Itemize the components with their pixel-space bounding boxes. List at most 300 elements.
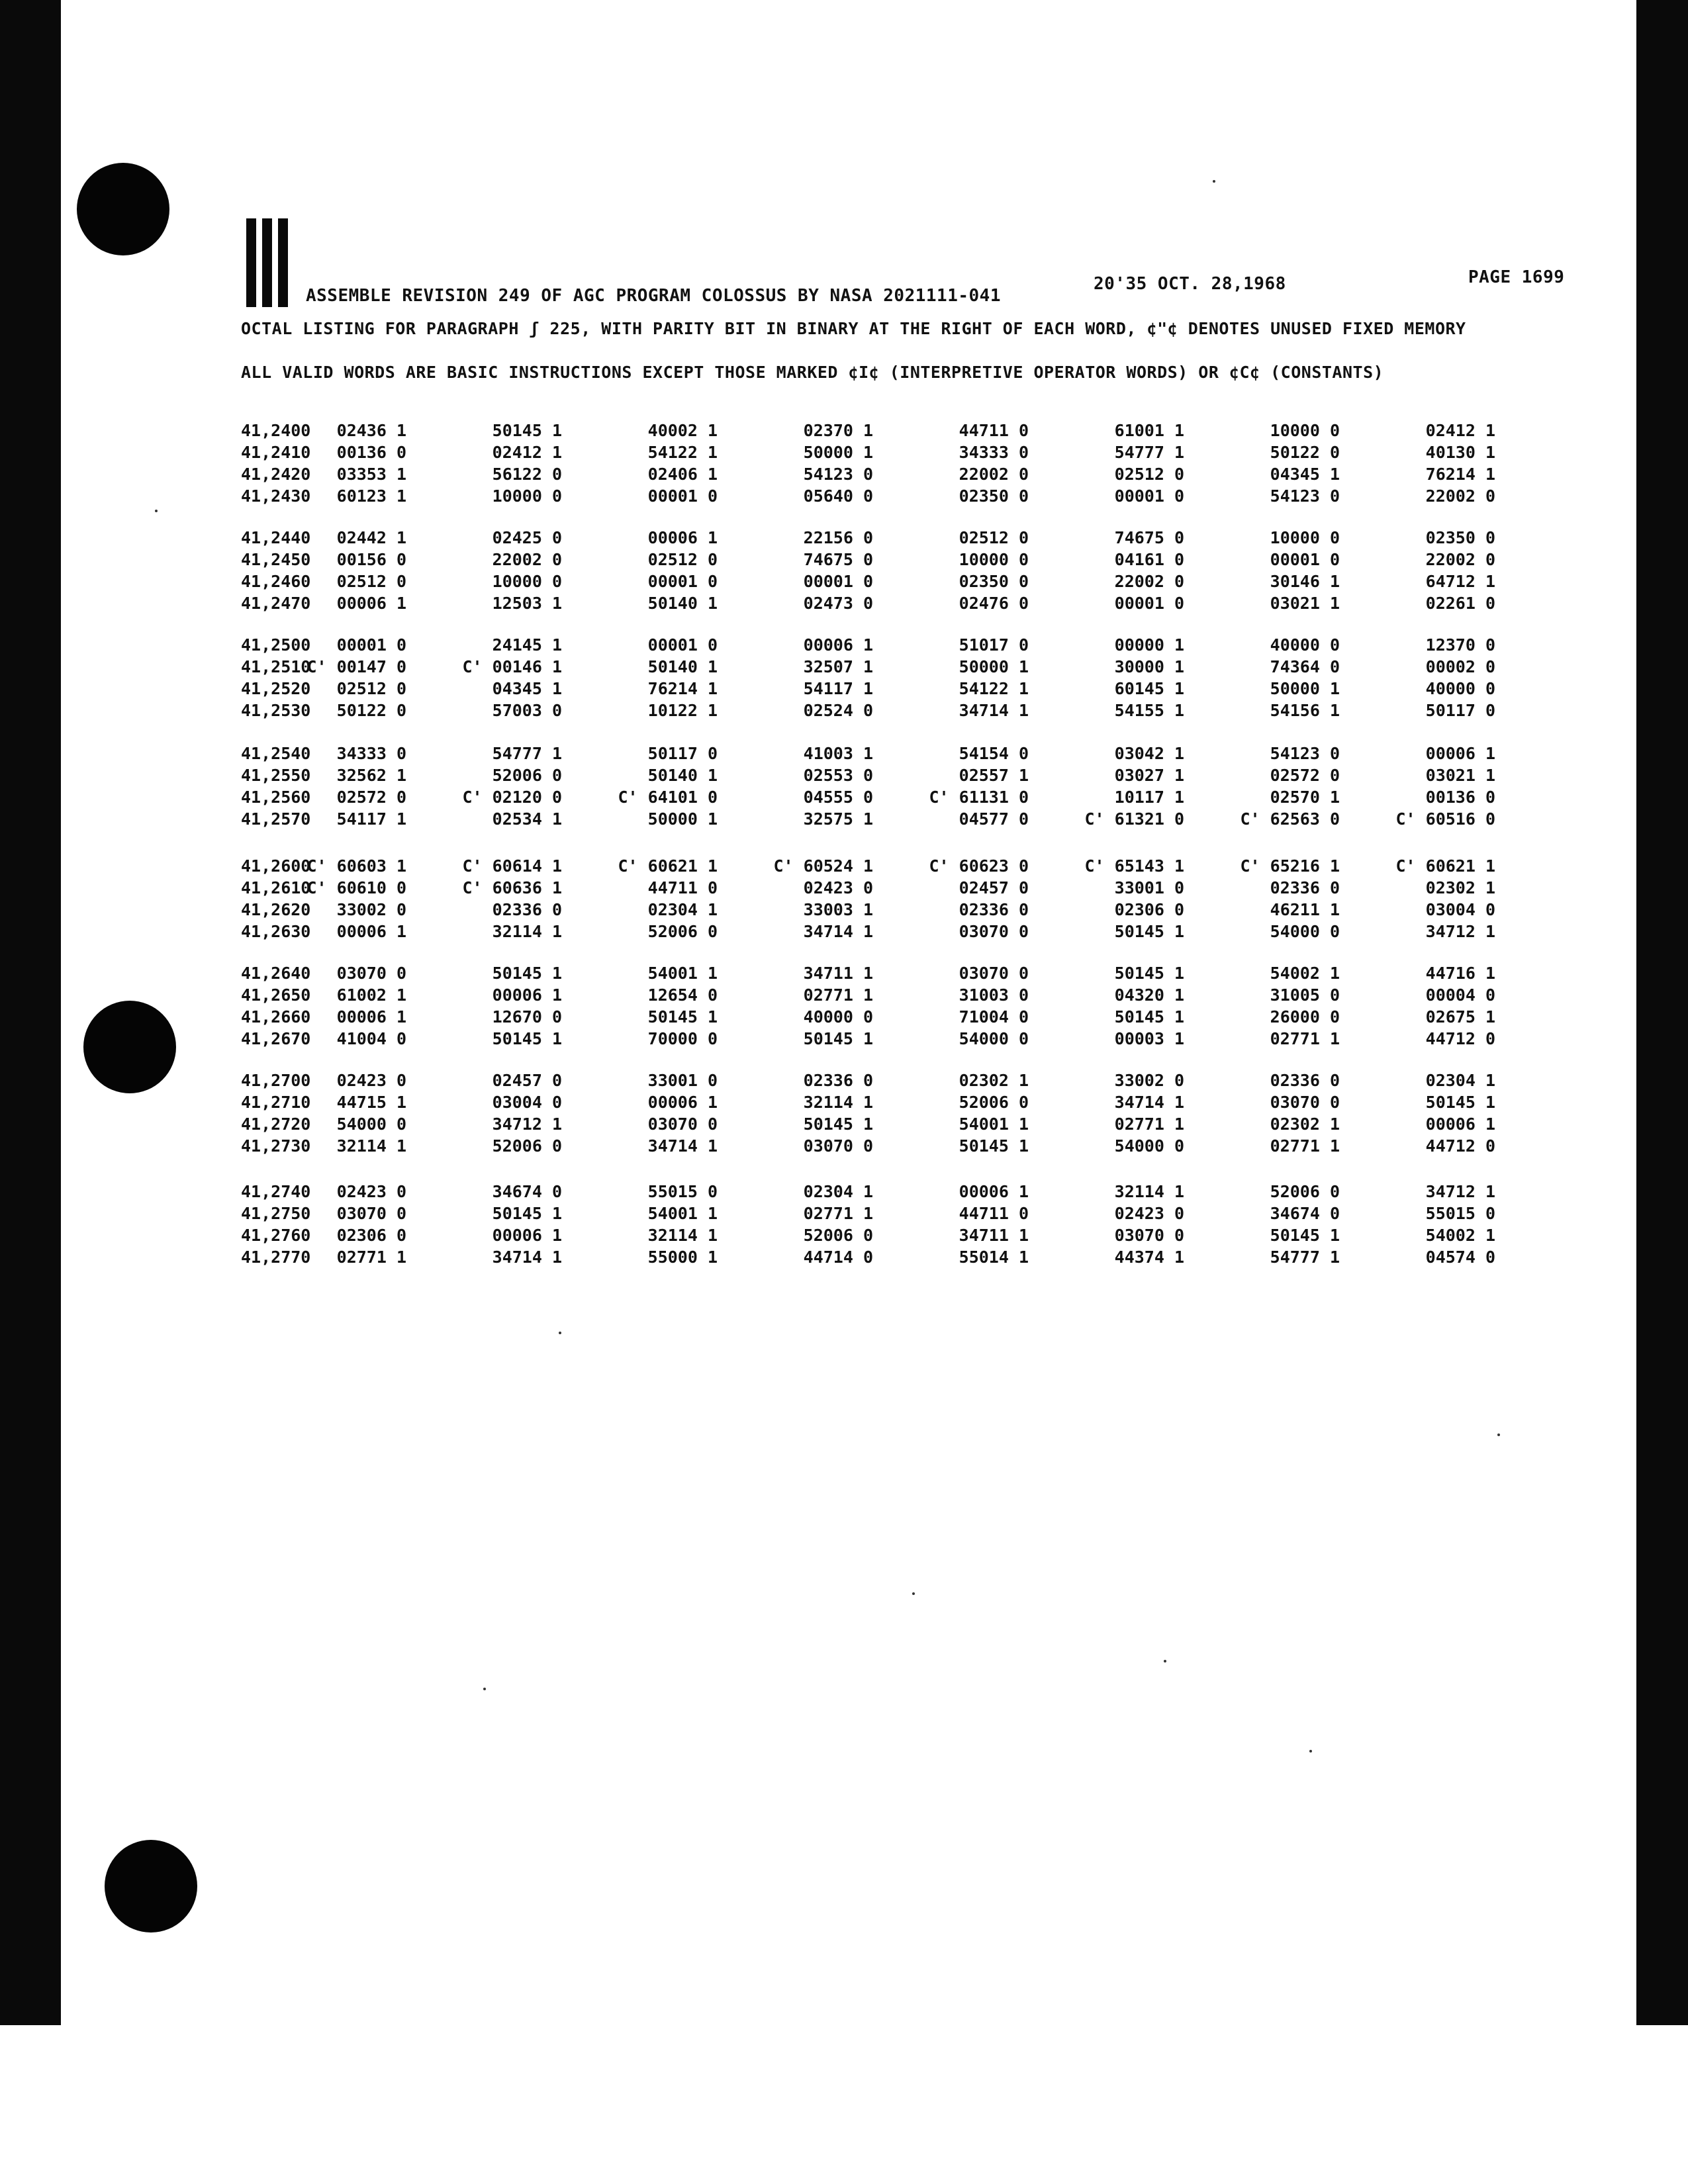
- octal-word: 34714 1: [1114, 1093, 1184, 1112]
- octal-word: C' 60610 0: [306, 878, 406, 897]
- memory-address: 41,2450: [241, 550, 311, 569]
- listing-row: [241, 701, 1605, 723]
- listing-row: [241, 788, 1605, 809]
- octal-word: 03070 0: [803, 1136, 873, 1156]
- octal-word: 52006 0: [1270, 1182, 1340, 1201]
- octal-word: 22002 0: [1425, 486, 1495, 506]
- octal-word: 31003 0: [959, 985, 1029, 1005]
- octal-word: 50000 1: [959, 657, 1029, 676]
- listing-row: [241, 1226, 1605, 1248]
- octal-word: 50000 1: [647, 809, 718, 829]
- octal-word: 02425 0: [492, 528, 562, 547]
- octal-word: 54122 1: [959, 679, 1029, 698]
- memory-address: 41,2550: [241, 766, 311, 785]
- memory-address: 41,2630: [241, 922, 311, 941]
- octal-word: 00006 1: [647, 528, 718, 547]
- octal-word: 02336 0: [1270, 1071, 1340, 1090]
- octal-word: 34711 1: [959, 1226, 1029, 1245]
- scan-speck: [1164, 1660, 1166, 1662]
- octal-word: 02553 0: [803, 766, 873, 785]
- octal-word: C' 65216 1: [1240, 856, 1340, 876]
- octal-word: 54156 1: [1270, 701, 1340, 720]
- octal-word: 54001 1: [647, 1204, 718, 1223]
- octal-word: 32114 1: [647, 1226, 718, 1245]
- octal-word: 02302 1: [1270, 1115, 1340, 1134]
- octal-word: 00006 1: [336, 1007, 406, 1026]
- octal-word: 50145 1: [803, 1029, 873, 1048]
- memory-address: 41,2510: [241, 657, 311, 676]
- octal-word: 03070 0: [336, 1204, 406, 1223]
- octal-word: 02457 0: [492, 1071, 562, 1090]
- octal-word: 04577 0: [959, 809, 1029, 829]
- octal-word: 32575 1: [803, 809, 873, 829]
- octal-word: 55015 0: [647, 1182, 718, 1201]
- octal-word: 31005 0: [1270, 985, 1340, 1005]
- octal-word: 64712 1: [1425, 572, 1495, 591]
- octal-block: [241, 964, 1605, 1051]
- octal-word: C' 60636 1: [462, 878, 562, 897]
- octal-word: 02771 1: [1270, 1029, 1340, 1048]
- octal-word: 00006 1: [803, 635, 873, 655]
- memory-address: 41,2600: [241, 856, 311, 876]
- octal-word: 32114 1: [492, 922, 562, 941]
- memory-address: 41,2640: [241, 964, 311, 983]
- octal-word: 44711 0: [959, 1204, 1029, 1223]
- octal-word: 10000 0: [1270, 528, 1340, 547]
- octal-word: 02412 1: [1425, 421, 1495, 440]
- octal-word: 02304 1: [1425, 1071, 1495, 1090]
- octal-word: 02350 0: [1425, 528, 1495, 547]
- octal-word: 02476 0: [959, 594, 1029, 613]
- octal-word: 00006 1: [647, 1093, 718, 1112]
- octal-word: 00001 0: [1114, 594, 1184, 613]
- octal-word: C' 00146 1: [462, 657, 562, 676]
- octal-word: 02457 0: [959, 878, 1029, 897]
- octal-word: 50122 0: [1270, 443, 1340, 462]
- octal-word: 50145 1: [1270, 1226, 1340, 1245]
- printer-marker-bars: [246, 218, 289, 307]
- memory-address: 41,2730: [241, 1136, 311, 1156]
- scan-speck: [155, 510, 158, 512]
- octal-word: 02370 1: [803, 421, 873, 440]
- memory-address: 41,2670: [241, 1029, 311, 1048]
- octal-word: 44711 0: [647, 878, 718, 897]
- listing-row: [241, 1007, 1605, 1029]
- octal-word: 34711 1: [803, 964, 873, 983]
- octal-word: 50145 1: [1425, 1093, 1495, 1112]
- octal-word: 02350 0: [959, 486, 1029, 506]
- octal-word: 60145 1: [1114, 679, 1184, 698]
- octal-word: 00156 0: [336, 550, 406, 569]
- octal-word: 70000 0: [647, 1029, 718, 1048]
- punch-hole-top: [77, 163, 169, 255]
- octal-word: 02771 1: [1270, 1136, 1340, 1156]
- listing-row: [241, 1115, 1605, 1136]
- octal-word: 10117 1: [1114, 788, 1184, 807]
- octal-word: 22002 0: [1425, 550, 1495, 569]
- listing-row: [241, 985, 1605, 1007]
- octal-word: 04574 0: [1425, 1248, 1495, 1267]
- octal-word: 50140 1: [647, 766, 718, 785]
- memory-address: 41,2700: [241, 1071, 311, 1090]
- octal-word: 34674 0: [492, 1182, 562, 1201]
- octal-block: [241, 1182, 1605, 1269]
- octal-word: 12370 0: [1425, 635, 1495, 655]
- memory-address: 41,2530: [241, 701, 311, 720]
- octal-word: 02423 0: [336, 1071, 406, 1090]
- octal-word: 00136 0: [1425, 788, 1495, 807]
- octal-word: C' 60603 1: [306, 856, 406, 876]
- octal-word: 50145 1: [803, 1115, 873, 1134]
- octal-word: 54777 1: [1270, 1248, 1340, 1267]
- listing-row: [241, 1071, 1605, 1093]
- octal-word: 03070 0: [1270, 1093, 1340, 1112]
- listing-row: [241, 964, 1605, 985]
- octal-word: 12503 1: [492, 594, 562, 613]
- octal-word: 54002 1: [1425, 1226, 1495, 1245]
- octal-word: 50145 1: [1114, 964, 1184, 983]
- octal-word: 55000 1: [647, 1248, 718, 1267]
- octal-word: 02771 1: [803, 1204, 873, 1223]
- octal-word: 40002 1: [647, 421, 718, 440]
- octal-word: 03070 0: [959, 922, 1029, 941]
- octal-word: 04161 0: [1114, 550, 1184, 569]
- octal-word: 10000 0: [492, 486, 562, 506]
- octal-word: 12654 0: [647, 985, 718, 1005]
- octal-word: 34714 1: [647, 1136, 718, 1156]
- octal-word: 54117 1: [803, 679, 873, 698]
- octal-word: 02473 0: [803, 594, 873, 613]
- memory-address: 41,2770: [241, 1248, 311, 1267]
- octal-word: 02572 0: [336, 788, 406, 807]
- octal-word: 03070 0: [1114, 1226, 1184, 1245]
- memory-address: 41,2620: [241, 900, 311, 919]
- octal-word: 50000 1: [1270, 679, 1340, 698]
- listing-row: [241, 900, 1605, 922]
- octal-word: 00001 0: [1270, 550, 1340, 569]
- octal-word: 02302 1: [1425, 878, 1495, 897]
- octal-word: C' 60621 1: [618, 856, 718, 876]
- octal-word: 00001 0: [647, 486, 718, 506]
- octal-word: 46211 1: [1270, 900, 1340, 919]
- octal-word: 00006 1: [336, 922, 406, 941]
- memory-address: 41,2440: [241, 528, 311, 547]
- octal-word: 02261 0: [1425, 594, 1495, 613]
- octal-word: 52006 0: [959, 1093, 1029, 1112]
- octal-word: 02512 0: [1114, 465, 1184, 484]
- listing-description: OCTAL LISTING FOR PARAGRAPH ʃ 225, WITH PARITY BIT IN BINARY AT THE RIGHT OF EACH WORD, ¢"¢ DENOTES UNUSED FIXED MEMORY: [241, 319, 1466, 338]
- listing-row: [241, 809, 1605, 831]
- memory-address: 41,2460: [241, 572, 311, 591]
- memory-address: 41,2400: [241, 421, 311, 440]
- octal-word: 33001 0: [647, 1071, 718, 1090]
- octal-word: 34712 1: [1425, 1182, 1495, 1201]
- octal-word: 54122 1: [647, 443, 718, 462]
- octal-word: 55014 1: [959, 1248, 1029, 1267]
- octal-word: C' 60623 0: [929, 856, 1029, 876]
- listing-row: [241, 856, 1605, 878]
- octal-word: 00001 0: [647, 635, 718, 655]
- octal-word: 10000 0: [492, 572, 562, 591]
- octal-word: 50145 1: [1114, 922, 1184, 941]
- octal-word: 32562 1: [336, 766, 406, 785]
- octal-word: 02524 0: [803, 701, 873, 720]
- octal-word: 00004 0: [1425, 985, 1495, 1005]
- octal-word: 32507 1: [803, 657, 873, 676]
- octal-block: [241, 421, 1605, 508]
- octal-word: 10122 1: [647, 701, 718, 720]
- octal-word: C' 64101 0: [618, 788, 718, 807]
- octal-word: 44712 0: [1425, 1136, 1495, 1156]
- octal-word: 50145 1: [647, 1007, 718, 1026]
- octal-word: 34714 1: [959, 701, 1029, 720]
- octal-word: 02336 0: [1270, 878, 1340, 897]
- octal-word: 00000 1: [1114, 635, 1184, 655]
- listing-row: [241, 1204, 1605, 1226]
- octal-word: 34714 1: [803, 922, 873, 941]
- octal-word: 40000 0: [803, 1007, 873, 1026]
- octal-word: C' 61131 0: [929, 788, 1029, 807]
- memory-address: 41,2760: [241, 1226, 311, 1245]
- scan-speck: [483, 1688, 486, 1690]
- octal-word: 00136 0: [336, 443, 406, 462]
- listing-row: [241, 421, 1605, 443]
- octal-word: 02350 0: [959, 572, 1029, 591]
- octal-word: 22002 0: [1114, 572, 1184, 591]
- listing-row: [241, 679, 1605, 701]
- octal-word: 04320 1: [1114, 985, 1184, 1005]
- octal-word: 30000 1: [1114, 657, 1184, 676]
- memory-address: 41,2650: [241, 985, 311, 1005]
- octal-word: 03021 1: [1425, 766, 1495, 785]
- listing-row: [241, 1093, 1605, 1115]
- octal-word: 00002 0: [1425, 657, 1495, 676]
- octal-word: 24145 1: [492, 635, 562, 655]
- octal-word: 03027 1: [1114, 766, 1184, 785]
- listing-title: ASSEMBLE REVISION 249 OF AGC PROGRAM COLOSSUS BY NASA 2021111-041: [306, 286, 1001, 306]
- listing-row: [241, 878, 1605, 900]
- octal-word: C' 60524 1: [773, 856, 873, 876]
- octal-word: 52006 0: [803, 1226, 873, 1245]
- octal-word: 04555 0: [803, 788, 873, 807]
- memory-address: 41,2720: [241, 1115, 311, 1134]
- octal-word: 02336 0: [959, 900, 1029, 919]
- listing-row: [241, 657, 1605, 679]
- scan-speck: [1213, 180, 1215, 183]
- listing-row: [241, 550, 1605, 572]
- page-number: PAGE 1699: [1468, 267, 1565, 287]
- octal-word: 33002 0: [336, 900, 406, 919]
- octal-word: 34333 0: [336, 744, 406, 763]
- memory-address: 41,2470: [241, 594, 311, 613]
- octal-word: 04345 1: [1270, 465, 1340, 484]
- octal-word: 40130 1: [1425, 443, 1495, 462]
- octal-word: 50117 0: [1425, 701, 1495, 720]
- listing-timestamp: 20'35 OCT. 28,1968: [1094, 274, 1286, 294]
- octal-word: 44716 1: [1425, 964, 1495, 983]
- octal-word: C' 60614 1: [462, 856, 562, 876]
- octal-block: [241, 635, 1605, 723]
- octal-word: C' 00147 0: [306, 657, 406, 676]
- scan-border-left: [0, 0, 61, 2025]
- octal-word: 00006 1: [492, 985, 562, 1005]
- octal-word: 02336 0: [803, 1071, 873, 1090]
- octal-word: 02512 0: [336, 679, 406, 698]
- octal-block: [241, 856, 1605, 944]
- octal-word: 54155 1: [1114, 701, 1184, 720]
- listing-row: [241, 922, 1605, 944]
- octal-word: 33003 1: [803, 900, 873, 919]
- octal-word: 03004 0: [1425, 900, 1495, 919]
- octal-word: 00006 1: [492, 1226, 562, 1245]
- octal-word: 03004 0: [492, 1093, 562, 1112]
- memory-address: 41,2520: [241, 679, 311, 698]
- memory-address: 41,2420: [241, 465, 311, 484]
- octal-word: 00001 0: [336, 635, 406, 655]
- octal-word: C' 61321 0: [1084, 809, 1184, 829]
- octal-word: C' 02120 0: [462, 788, 562, 807]
- memory-address: 41,2410: [241, 443, 311, 462]
- octal-word: 12670 0: [492, 1007, 562, 1026]
- octal-word: 22002 0: [492, 550, 562, 569]
- octal-word: 74364 0: [1270, 657, 1340, 676]
- octal-word: 02306 0: [1114, 900, 1184, 919]
- scan-speck: [1309, 1750, 1312, 1752]
- octal-word: 05640 0: [803, 486, 873, 506]
- memory-address: 41,2500: [241, 635, 311, 655]
- octal-word: 74675 0: [1114, 528, 1184, 547]
- octal-word: 32114 1: [1114, 1182, 1184, 1201]
- octal-word: 54000 0: [1270, 922, 1340, 941]
- octal-word: 40000 0: [1270, 635, 1340, 655]
- listing-row: [241, 465, 1605, 486]
- octal-block: [241, 1071, 1605, 1158]
- octal-word: 02675 1: [1425, 1007, 1495, 1026]
- octal-word: 51017 0: [959, 635, 1029, 655]
- listing-row: [241, 572, 1605, 594]
- memory-address: 41,2560: [241, 788, 311, 807]
- octal-word: 54123 0: [1270, 486, 1340, 506]
- octal-word: 26000 0: [1270, 1007, 1340, 1026]
- octal-word: 50145 1: [1114, 1007, 1184, 1026]
- octal-word: 02302 1: [959, 1071, 1029, 1090]
- octal-word: 41004 0: [336, 1029, 406, 1048]
- listing-row: [241, 528, 1605, 550]
- octal-word: 54000 0: [336, 1115, 406, 1134]
- memory-address: 41,2430: [241, 486, 311, 506]
- octal-word: 54123 0: [803, 465, 873, 484]
- octal-word: 54000 0: [959, 1029, 1029, 1048]
- octal-word: 54123 0: [1270, 744, 1340, 763]
- listing-row: [241, 1029, 1605, 1051]
- octal-word: 00006 1: [1425, 744, 1495, 763]
- octal-word: 54000 0: [1114, 1136, 1184, 1156]
- punch-hole-middle: [83, 1001, 176, 1093]
- listing-row: [241, 1248, 1605, 1269]
- listing-legend: ALL VALID WORDS ARE BASIC INSTRUCTIONS EXCEPT THOSE MARKED ¢I¢ (INTERPRETIVE OPERATOR WORDS) OR ¢C¢ (CONSTANTS): [241, 363, 1384, 382]
- octal-word: 10000 0: [1270, 421, 1340, 440]
- octal-word: 02306 0: [336, 1226, 406, 1245]
- listing-row: [241, 635, 1605, 657]
- octal-word: 52006 0: [647, 922, 718, 941]
- octal-word: 00001 0: [647, 572, 718, 591]
- octal-word: 33002 0: [1114, 1071, 1184, 1090]
- octal-word: 30146 1: [1270, 572, 1340, 591]
- octal-word: 50000 1: [803, 443, 873, 462]
- octal-word: 54117 1: [336, 809, 406, 829]
- memory-address: 41,2540: [241, 744, 311, 763]
- octal-word: 50117 0: [647, 744, 718, 763]
- octal-word: 40000 0: [1425, 679, 1495, 698]
- octal-word: 44714 0: [803, 1248, 873, 1267]
- octal-word: 34714 1: [492, 1248, 562, 1267]
- octal-word: 50140 1: [647, 657, 718, 676]
- octal-word: 02336 0: [492, 900, 562, 919]
- octal-word: 41003 1: [803, 744, 873, 763]
- octal-word: 34712 1: [1425, 922, 1495, 941]
- octal-word: 44711 0: [959, 421, 1029, 440]
- octal-word: 54777 1: [1114, 443, 1184, 462]
- listing-row: [241, 486, 1605, 508]
- octal-word: 74675 0: [803, 550, 873, 569]
- scan-speck: [1497, 1433, 1500, 1436]
- octal-word: 61001 1: [1114, 421, 1184, 440]
- octal-word: 22002 0: [959, 465, 1029, 484]
- octal-word: 34333 0: [959, 443, 1029, 462]
- octal-word: 02423 0: [336, 1182, 406, 1201]
- octal-word: 56122 0: [492, 465, 562, 484]
- octal-word: 52006 0: [492, 766, 562, 785]
- octal-word: 55015 0: [1425, 1204, 1495, 1223]
- octal-word: 00006 1: [336, 594, 406, 613]
- listing-row: [241, 1182, 1605, 1204]
- octal-word: 02412 1: [492, 443, 562, 462]
- scan-speck: [559, 1332, 561, 1334]
- octal-word: 50145 1: [492, 964, 562, 983]
- octal-word: 50145 1: [492, 1204, 562, 1223]
- scan-border-right: [1636, 0, 1688, 2025]
- listing-row: [241, 443, 1605, 465]
- listing-row: [241, 594, 1605, 615]
- listing-row: [241, 1136, 1605, 1158]
- octal-word: 02304 1: [803, 1182, 873, 1201]
- octal-word: 54777 1: [492, 744, 562, 763]
- octal-word: 02557 1: [959, 766, 1029, 785]
- octal-word: C' 62563 0: [1240, 809, 1340, 829]
- octal-word: 03070 0: [647, 1115, 718, 1134]
- octal-word: 02442 1: [336, 528, 406, 547]
- octal-word: 44374 1: [1114, 1248, 1184, 1267]
- octal-word: 02512 0: [336, 572, 406, 591]
- octal-word: 44715 1: [336, 1093, 406, 1112]
- octal-word: 50145 1: [492, 421, 562, 440]
- octal-word: 04345 1: [492, 679, 562, 698]
- memory-address: 41,2570: [241, 809, 311, 829]
- octal-word: 00001 0: [1114, 486, 1184, 506]
- octal-word: 02771 1: [336, 1248, 406, 1267]
- octal-word: 03021 1: [1270, 594, 1340, 613]
- octal-word: 50145 1: [959, 1136, 1029, 1156]
- octal-word: 54154 0: [959, 744, 1029, 763]
- octal-word: 32114 1: [803, 1093, 873, 1112]
- octal-word: C' 65143 1: [1084, 856, 1184, 876]
- memory-address: 41,2660: [241, 1007, 311, 1026]
- memory-address: 41,2750: [241, 1204, 311, 1223]
- octal-word: 02423 0: [803, 878, 873, 897]
- octal-block: [241, 528, 1605, 615]
- octal-word: C' 60621 1: [1395, 856, 1495, 876]
- octal-word: 00006 1: [959, 1182, 1029, 1201]
